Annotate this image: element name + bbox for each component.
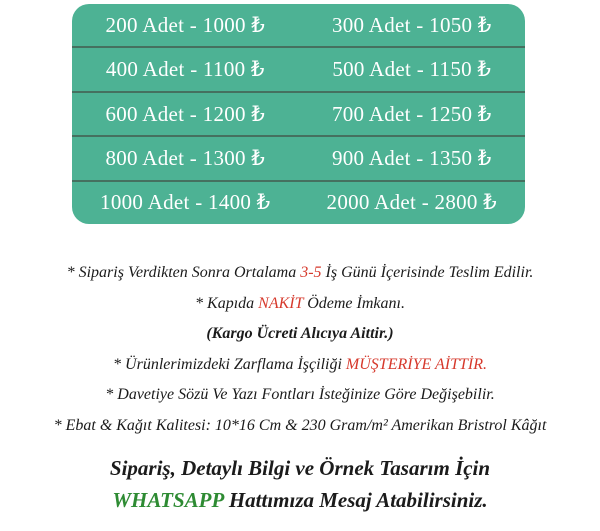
note-line xyxy=(0,411,600,442)
price-table xyxy=(72,4,525,224)
footer-text: Hattımıza Mesaj Atabilirsiniz. xyxy=(223,488,488,512)
note-line xyxy=(0,380,600,411)
price-row xyxy=(72,180,525,224)
note-text: * Ebat & Kağıt Kalitesi: 10*16 Cm & 230 Gram/m² Amerikan Bristrol Kâğıt xyxy=(53,416,547,434)
note-text: (Kargo Ücreti Alıcıya Aittir.) xyxy=(206,325,394,342)
price-cell: 600 Adet - 1200 ₺ xyxy=(105,101,266,126)
note-text: * Kapıda xyxy=(195,294,259,312)
note-line xyxy=(0,289,600,320)
price-cell: 300 Adet - 1050 ₺ xyxy=(331,12,492,37)
notes-list xyxy=(0,258,600,441)
note-text: * Ürünlerimizdeki Zarflama İşçiliği xyxy=(113,355,346,373)
note-accent-text: NAKİT xyxy=(258,294,304,312)
price-cell: 500 Adet - 1150 ₺ xyxy=(332,57,492,82)
price-row xyxy=(72,46,525,90)
whatsapp-text: WHATSAPP xyxy=(112,488,224,512)
price-cell: 200 Adet - 1000 ₺ xyxy=(105,12,266,37)
price-row xyxy=(72,91,525,135)
note-text: Ödeme İmkanı. xyxy=(303,294,405,312)
note-text: * Davetiye Sözü Ve Yazı Fontları İsteğinize Göre Değişebilir. xyxy=(105,386,495,403)
price-cell: 1000 Adet - 1400 ₺ xyxy=(100,190,271,215)
note-line xyxy=(0,319,600,350)
price-cell: 2000 Adet - 2800 ₺ xyxy=(326,190,497,215)
note-line xyxy=(0,350,600,381)
price-cell: 700 Adet - 1250 ₺ xyxy=(331,101,492,126)
footer-line2 xyxy=(0,484,600,516)
price-cell: 800 Adet - 1300 ₺ xyxy=(105,145,266,170)
footer xyxy=(0,452,600,516)
price-cell: 400 Adet - 1100 ₺ xyxy=(105,57,265,82)
note-text: İş Günü İçerisinde Teslim Edilir. xyxy=(321,264,534,281)
price-row xyxy=(72,135,525,179)
footer-line1: Sipariş, Detaylı Bilgi ve Örnek Tasarım İçin xyxy=(109,456,491,480)
note-text: * Sipariş Verdikten Sonra Ortalama xyxy=(66,264,301,281)
price-row xyxy=(72,4,525,46)
note-line xyxy=(0,258,600,289)
price-cell: 900 Adet - 1350 ₺ xyxy=(331,145,492,170)
note-accent-text: MÜŞTERİYE AİTTİR. xyxy=(345,355,487,373)
note-accent-text: 3-5 xyxy=(300,264,322,281)
